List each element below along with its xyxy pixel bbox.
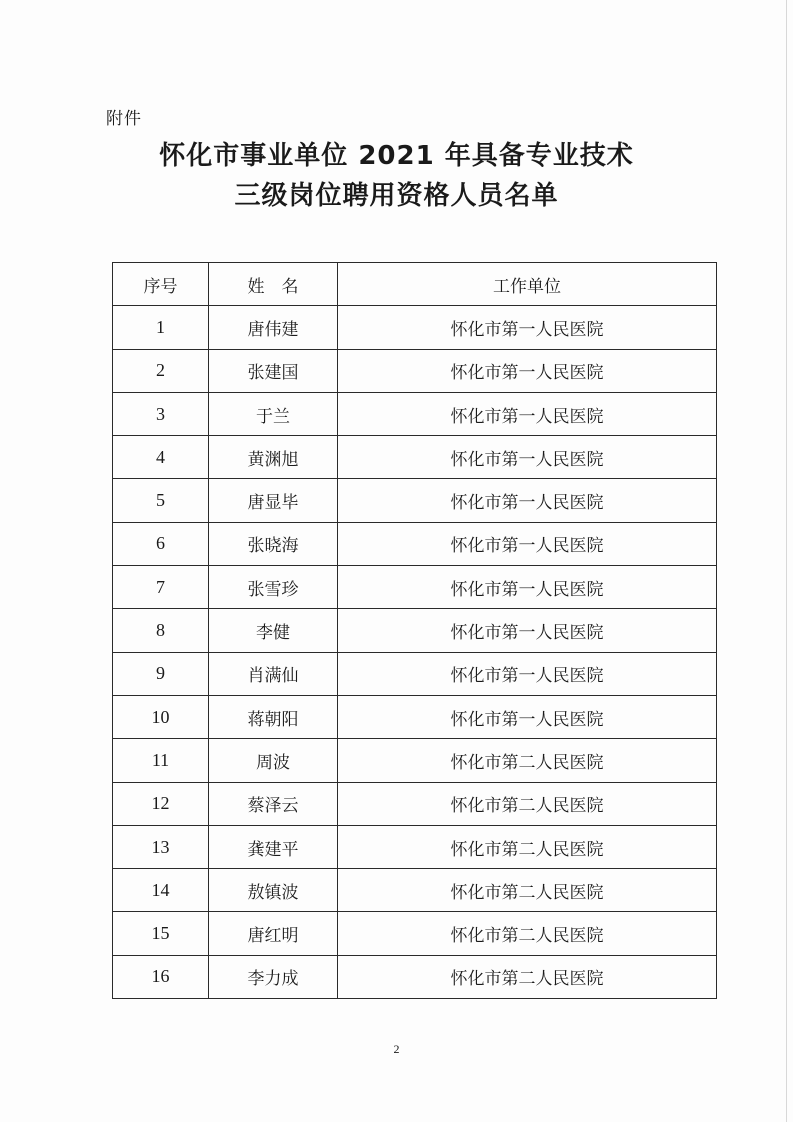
row-name: 李力成	[209, 955, 338, 998]
row-work-unit: 怀化市第二人民医院	[338, 869, 717, 912]
attachment-label: 附件	[106, 109, 142, 129]
row-work-unit: 怀化市第一人民医院	[338, 609, 717, 652]
row-work-unit: 怀化市第一人民医院	[338, 479, 717, 522]
row-name: 蒋朝阳	[209, 695, 338, 738]
row-serial-number: 4	[113, 436, 209, 479]
row-serial-number: 1	[113, 306, 209, 349]
row-name: 张建国	[209, 349, 338, 392]
document-title-line-1: 怀化市事业单位 2021 年具备专业技术	[159, 141, 634, 171]
table-row	[113, 955, 717, 998]
row-serial-number: 16	[113, 955, 209, 998]
row-name: 张雪珍	[209, 566, 338, 609]
table-row	[113, 392, 717, 435]
table-row	[113, 782, 717, 825]
row-work-unit: 怀化市第一人民医院	[338, 349, 717, 392]
table-row	[113, 695, 717, 738]
table-row	[113, 912, 717, 955]
table-row	[113, 566, 717, 609]
table-row	[113, 306, 717, 349]
row-work-unit: 怀化市第一人民医院	[338, 306, 717, 349]
table-row	[113, 825, 717, 868]
row-serial-number: 11	[113, 739, 209, 782]
row-work-unit: 怀化市第二人民医院	[338, 739, 717, 782]
header-work-unit: 工作单位	[338, 263, 717, 306]
row-name: 李健	[209, 609, 338, 652]
table-header-row	[113, 263, 717, 306]
row-serial-number: 3	[113, 392, 209, 435]
row-serial-number: 10	[113, 695, 209, 738]
header-name: 姓 名	[209, 263, 338, 306]
row-serial-number: 14	[113, 869, 209, 912]
row-name: 蔡泽云	[209, 782, 338, 825]
row-work-unit: 怀化市第二人民医院	[338, 782, 717, 825]
row-name: 唐显毕	[209, 479, 338, 522]
row-serial-number: 12	[113, 782, 209, 825]
table-row	[113, 479, 717, 522]
row-name: 唐伟建	[209, 306, 338, 349]
page-number: 2	[393, 1042, 400, 1056]
row-work-unit: 怀化市第二人民医院	[338, 912, 717, 955]
table-row	[113, 652, 717, 695]
row-serial-number: 8	[113, 609, 209, 652]
row-name: 唐红明	[209, 912, 338, 955]
table-row	[113, 349, 717, 392]
table-row	[113, 869, 717, 912]
row-serial-number: 15	[113, 912, 209, 955]
row-name: 张晓海	[209, 522, 338, 565]
row-work-unit: 怀化市第一人民医院	[338, 566, 717, 609]
row-serial-number: 2	[113, 349, 209, 392]
table-row	[113, 436, 717, 479]
table-row	[113, 609, 717, 652]
roster-table	[112, 262, 717, 999]
row-serial-number: 5	[113, 479, 209, 522]
row-name: 周波	[209, 739, 338, 782]
row-name: 龚建平	[209, 825, 338, 868]
row-work-unit: 怀化市第一人民医院	[338, 392, 717, 435]
row-name: 敖镇波	[209, 869, 338, 912]
row-serial-number: 7	[113, 566, 209, 609]
row-work-unit: 怀化市第一人民医院	[338, 695, 717, 738]
row-work-unit: 怀化市第一人民医院	[338, 652, 717, 695]
row-work-unit: 怀化市第二人民医院	[338, 955, 717, 998]
row-serial-number: 6	[113, 522, 209, 565]
row-work-unit: 怀化市第二人民医院	[338, 825, 717, 868]
header-serial-number: 序号	[113, 263, 209, 306]
row-serial-number: 9	[113, 652, 209, 695]
row-name: 黄渊旭	[209, 436, 338, 479]
table-row	[113, 522, 717, 565]
document-title-line-2: 三级岗位聘用资格人员名单	[234, 181, 559, 211]
row-serial-number: 13	[113, 825, 209, 868]
row-work-unit: 怀化市第一人民医院	[338, 436, 717, 479]
table-row	[113, 739, 717, 782]
row-work-unit: 怀化市第一人民医院	[338, 522, 717, 565]
row-name: 于兰	[209, 392, 338, 435]
row-name: 肖满仙	[209, 652, 338, 695]
